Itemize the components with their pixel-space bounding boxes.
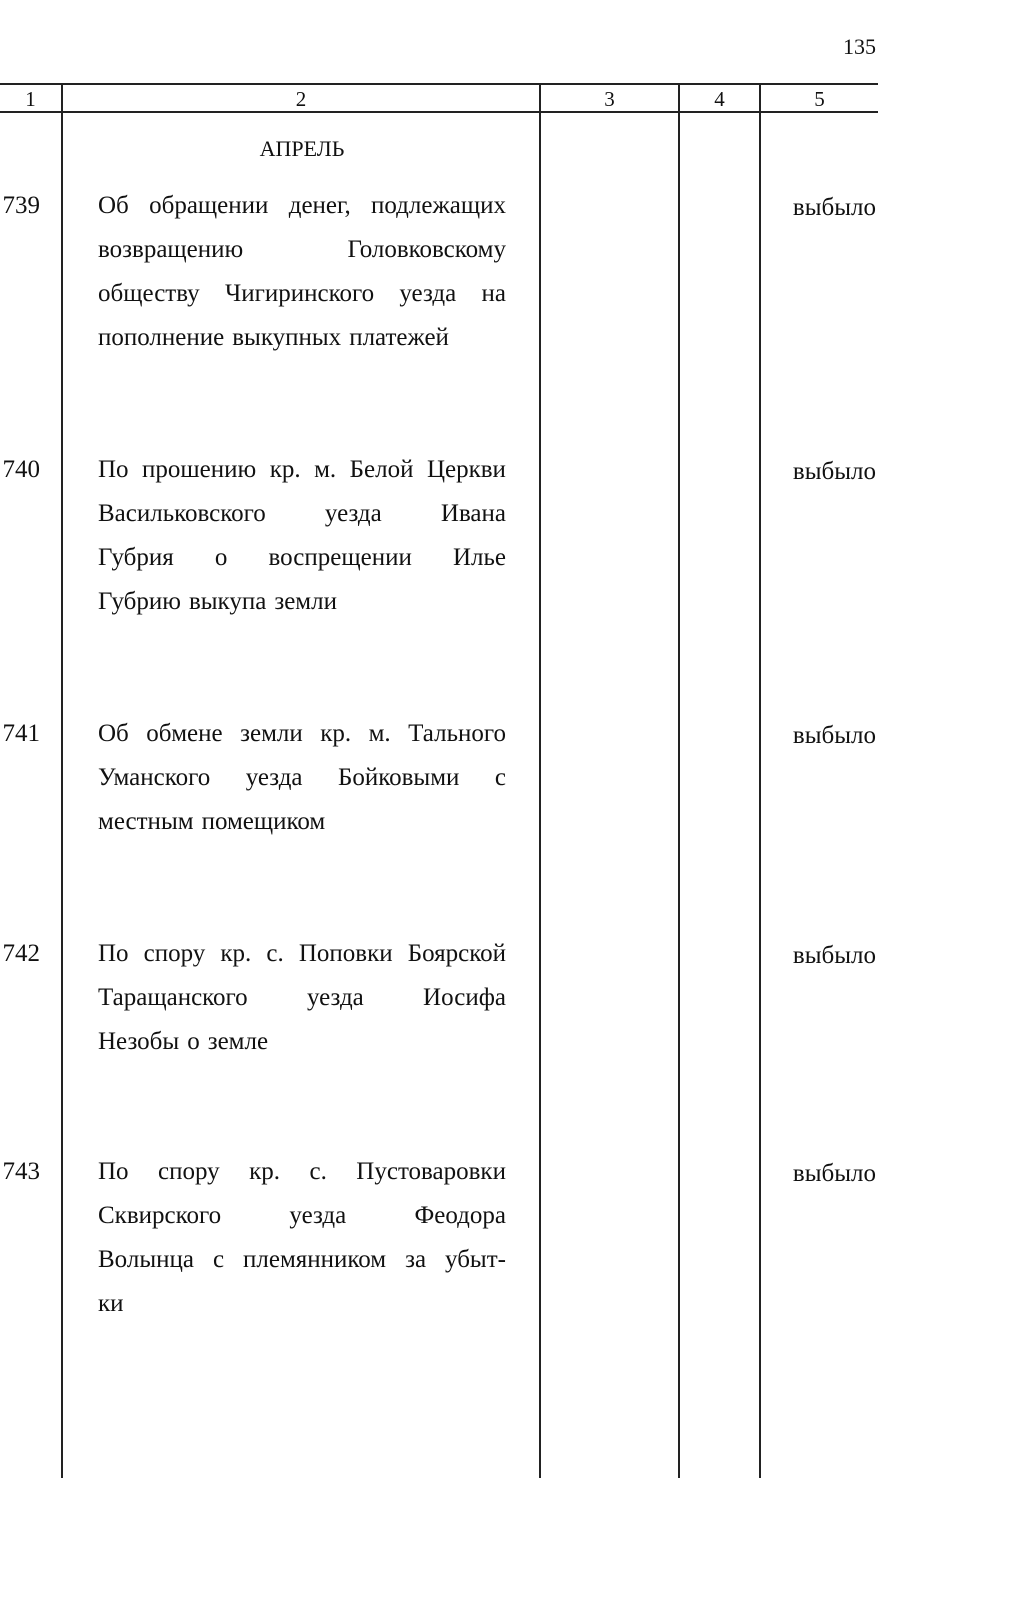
description-line: возвращению Головковскому — [98, 236, 506, 263]
description-line: Волынца с племянником за убыт- — [98, 1246, 506, 1273]
entry-description — [98, 932, 506, 1064]
description-line: Об обращении денег, подлежащих — [98, 192, 506, 219]
entry-number: 740 — [2, 456, 40, 483]
page-number: 135 — [843, 34, 876, 59]
entry-status: выбыло — [792, 194, 876, 221]
column-divider — [678, 84, 680, 1478]
entry-status: выбыло — [792, 458, 876, 485]
entry-description — [98, 712, 506, 844]
column-divider — [759, 84, 761, 1478]
column-header-3: 3 — [604, 87, 615, 111]
description-line: ки — [98, 1290, 124, 1317]
description-line: Сквирского уезда Феодора — [98, 1202, 506, 1229]
description-line: Незобы о земле — [98, 1028, 269, 1055]
description-line: Губрия о воспрещении Илье — [98, 544, 506, 571]
description-line: Уманского уезда Бойковыми с — [98, 764, 506, 791]
description-line: По прошению кр. м. Белой Церкви — [98, 456, 506, 483]
column-header-2: 2 — [295, 87, 307, 111]
entry-description — [98, 1150, 506, 1326]
description-line: местным помещиком — [98, 808, 326, 835]
column-header-1: 1 — [25, 87, 36, 111]
entry-status: выбыло — [792, 1160, 876, 1187]
description-line: обществу Чигиринского уезда на — [98, 280, 506, 307]
column-header-5: 5 — [814, 87, 825, 111]
column-divider — [61, 84, 63, 1478]
entry-number: 739 — [2, 192, 40, 219]
entry-number: 742 — [2, 940, 40, 967]
description-line: Губрию выкупа земли — [98, 588, 337, 615]
entry-status: выбыло — [792, 722, 876, 749]
entry-number: 741 — [2, 720, 40, 747]
description-line: По спору кр. с. Пустоваровки — [98, 1158, 506, 1185]
entry-description — [98, 184, 506, 360]
entry-description — [98, 448, 506, 624]
month-heading: АПРЕЛЬ — [259, 136, 345, 161]
entry-number: 743 — [2, 1158, 40, 1185]
description-line: Васильковского уезда Ивана — [98, 500, 506, 527]
table-top-rule — [0, 83, 878, 85]
entry-status: выбыло — [792, 942, 876, 969]
column-divider — [539, 84, 541, 1478]
description-line: пополнение выкупных платежей — [98, 324, 449, 351]
description-line: По спору кр. с. Поповки Боярской — [98, 940, 506, 967]
column-header-4: 4 — [714, 87, 725, 111]
description-line: Об обмене земли кр. м. Тального — [98, 720, 506, 747]
description-line: Таращанского уезда Иосифа — [98, 984, 506, 1011]
